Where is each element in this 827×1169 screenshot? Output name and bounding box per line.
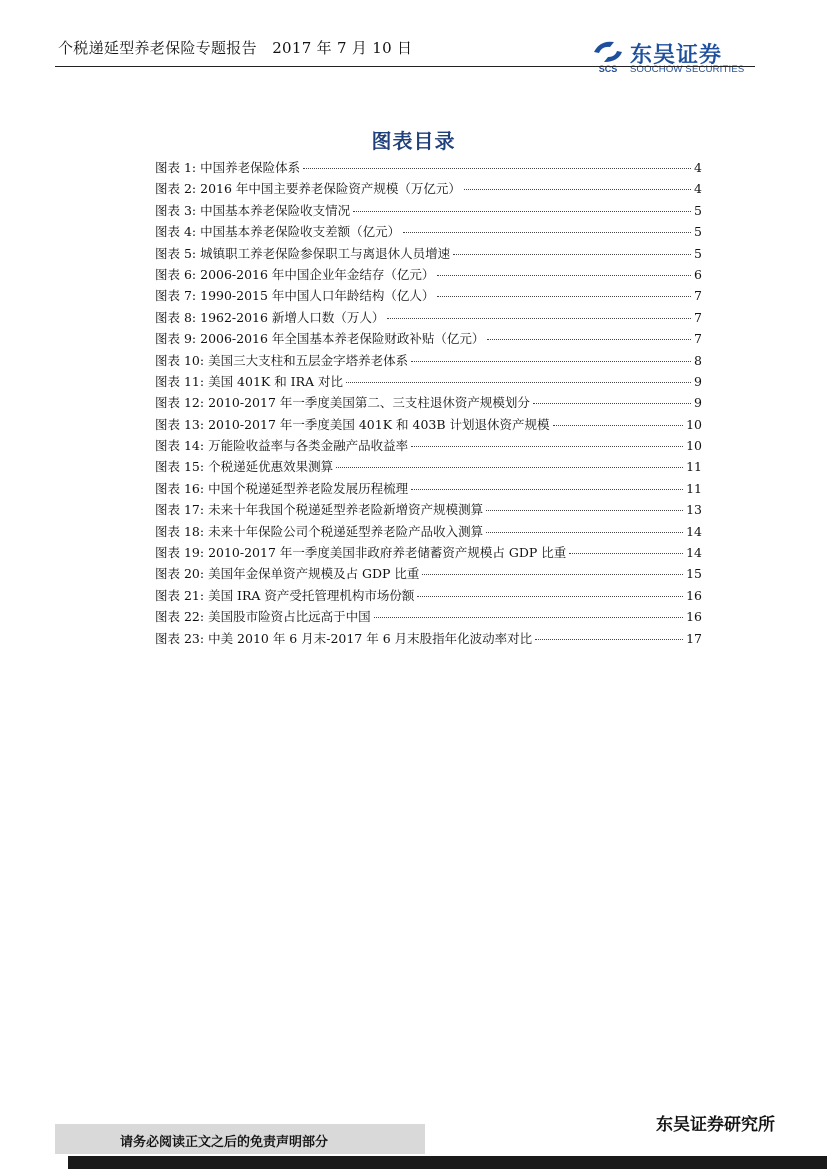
toc-item[interactable]	[155, 586, 702, 607]
toc-leader-dots	[374, 617, 684, 618]
toc-leader-dots	[403, 232, 691, 233]
toc-item-page: 11	[686, 480, 702, 496]
toc-leader-dots	[453, 254, 691, 255]
toc-item-page: 14	[686, 545, 702, 561]
toc-leader-dots	[486, 532, 683, 533]
toc-item-label: 图表 7: 1990-2015 年中国人口年龄结构（亿人）	[155, 288, 435, 304]
toc-item[interactable]	[155, 522, 702, 543]
toc-item-label: 图表 12: 2010-2017 年一季度美国第二、三支柱退休资产规模划分	[155, 395, 530, 411]
header-divider	[55, 66, 755, 67]
toc-item[interactable]	[155, 286, 702, 307]
toc-item-label: 图表 8: 1962-2016 新增人口数（万人）	[155, 309, 385, 325]
toc-item-label: 图表 15: 个税递延优惠效果测算	[155, 459, 334, 475]
toc-item-label: 图表 21: 美国 IRA 资产受托管理机构市场份额	[155, 587, 415, 603]
toc-leader-dots	[553, 425, 684, 426]
toc-leader-dots	[353, 211, 691, 212]
toc-leader-dots	[422, 574, 683, 575]
toc-leader-dots	[411, 361, 691, 362]
toc-leader-dots	[535, 639, 683, 640]
toc-item-label: 图表 13: 2010-2017 年一季度美国 401K 和 403B 计划退休资产规模	[155, 416, 550, 432]
report-header-title: 个税递延型养老保险专题报告 2017 年 7 月 10 日	[58, 39, 413, 57]
logo-mark-text: SCS	[598, 64, 618, 74]
toc-leader-dots	[411, 489, 683, 490]
toc-item-label: 图表 17: 未来十年我国个税递延型养老险新增资产规模测算	[155, 502, 484, 518]
toc-item-page: 6	[694, 266, 702, 282]
toc-item-label: 图表 11: 美国 401K 和 IRA 对比	[155, 373, 344, 389]
toc-item-page: 16	[686, 587, 702, 603]
toc-item[interactable]	[155, 244, 702, 265]
footer-rule	[68, 1156, 827, 1169]
toc-item[interactable]	[155, 372, 702, 393]
toc-item[interactable]	[155, 308, 702, 329]
toc-item-page: 9	[694, 373, 702, 389]
toc-item[interactable]	[155, 415, 702, 436]
toc-list	[155, 158, 702, 650]
toc-item[interactable]	[155, 265, 702, 286]
toc-item-label: 图表 6: 2006-2016 年中国企业年金结存（亿元）	[155, 266, 435, 282]
toc-leader-dots	[346, 382, 691, 383]
toc-leader-dots	[464, 189, 691, 190]
toc-item[interactable]	[155, 564, 702, 585]
toc-item-label: 图表 4: 中国基本养老保险收支差额（亿元）	[155, 224, 401, 240]
toc-leader-dots	[336, 467, 683, 468]
toc-item-page: 8	[694, 352, 702, 368]
toc-item-label: 图表 1: 中国养老保险体系	[155, 160, 301, 175]
logo-name-cn: 东吴证券	[630, 43, 723, 68]
toc-leader-dots	[417, 596, 683, 597]
toc-item-page: 7	[694, 331, 702, 347]
toc-leader-dots	[437, 296, 691, 297]
toc-leader-dots	[387, 318, 691, 319]
footer-disclaimer: 请务必阅读正文之后的免责声明部分	[120, 1135, 329, 1150]
toc-item-label: 图表 20: 美国年金保单资产规模及占 GDP 比重	[155, 566, 420, 582]
toc-item-page: 15	[686, 566, 702, 582]
toc-item-page: 13	[686, 502, 702, 518]
toc-item[interactable]	[155, 201, 702, 222]
toc-item-label: 图表 22: 美国股市险资占比远高于中国	[155, 609, 371, 625]
toc-item-label: 图表 5: 城镇职工养老保险参保职工与离退休人员增速	[155, 245, 451, 261]
toc-item-page: 9	[694, 395, 702, 411]
toc-item-label: 图表 10: 美国三大支柱和五层金字塔养老体系	[155, 352, 409, 368]
toc-item-page: 5	[694, 224, 702, 240]
toc-item-page: 5	[694, 202, 702, 218]
toc-item-page: 10	[686, 438, 702, 454]
toc-item-page: 7	[694, 309, 702, 325]
toc-item[interactable]	[155, 607, 702, 628]
toc-item[interactable]	[155, 457, 702, 478]
toc-leader-dots	[411, 446, 683, 447]
toc-leader-dots	[303, 168, 691, 169]
toc-leader-dots	[486, 510, 683, 511]
footer-brand: 东吴证券研究所	[656, 1115, 775, 1135]
toc-title: 图表目录	[371, 129, 456, 153]
logo-name-en: SOOCHOW SECURITIES	[630, 64, 745, 75]
toc-leader-dots	[533, 403, 691, 404]
toc-item-page: 4	[694, 160, 702, 175]
toc-item-label: 图表 18: 未来十年保险公司个税递延型养老险产品收入测算	[155, 523, 484, 539]
toc-item[interactable]	[155, 329, 702, 350]
toc-leader-dots	[569, 553, 683, 554]
toc-item[interactable]	[155, 479, 702, 500]
toc-item[interactable]	[155, 222, 702, 243]
toc-item-page: 5	[694, 245, 702, 261]
toc-item-label: 图表 19: 2010-2017 年一季度美国非政府养老储蓄资产规模占 GDP 比重	[155, 545, 567, 561]
toc-item[interactable]	[155, 393, 702, 414]
toc-item-page: 11	[686, 459, 702, 475]
toc-item[interactable]	[155, 543, 702, 564]
toc-leader-dots	[487, 339, 691, 340]
toc-item[interactable]	[155, 351, 702, 372]
toc-item-label: 图表 2: 2016 年中国主要养老保险资产规模（万亿元）	[155, 181, 461, 197]
toc-item-page: 16	[686, 609, 702, 625]
toc-item[interactable]	[155, 158, 702, 179]
toc-item-label: 图表 3: 中国基本养老保险收支情况	[155, 202, 351, 218]
toc-item[interactable]	[155, 179, 702, 200]
toc-item-label: 图表 9: 2006-2016 年全国基本养老保险财政补贴（亿元）	[155, 331, 485, 347]
toc-item-label: 图表 23: 中美 2010 年 6 月末-2017 年 6 月末股指年化波动率对比	[155, 630, 533, 646]
toc-item-page: 4	[694, 181, 702, 197]
company-logo	[590, 38, 760, 76]
toc-item-page: 17	[686, 630, 702, 646]
toc-item-label: 图表 14: 万能险收益率与各类金融产品收益率	[155, 438, 409, 454]
toc-item[interactable]	[155, 629, 702, 650]
scs-logo-icon	[590, 38, 626, 74]
toc-item-page: 14	[686, 523, 702, 539]
toc-item[interactable]	[155, 436, 702, 457]
toc-item-page: 10	[686, 416, 702, 432]
toc-item-page: 7	[694, 288, 702, 304]
toc-item[interactable]	[155, 500, 702, 521]
toc-leader-dots	[437, 275, 691, 276]
toc-item-label: 图表 16: 中国个税递延型养老险发展历程梳理	[155, 480, 409, 496]
